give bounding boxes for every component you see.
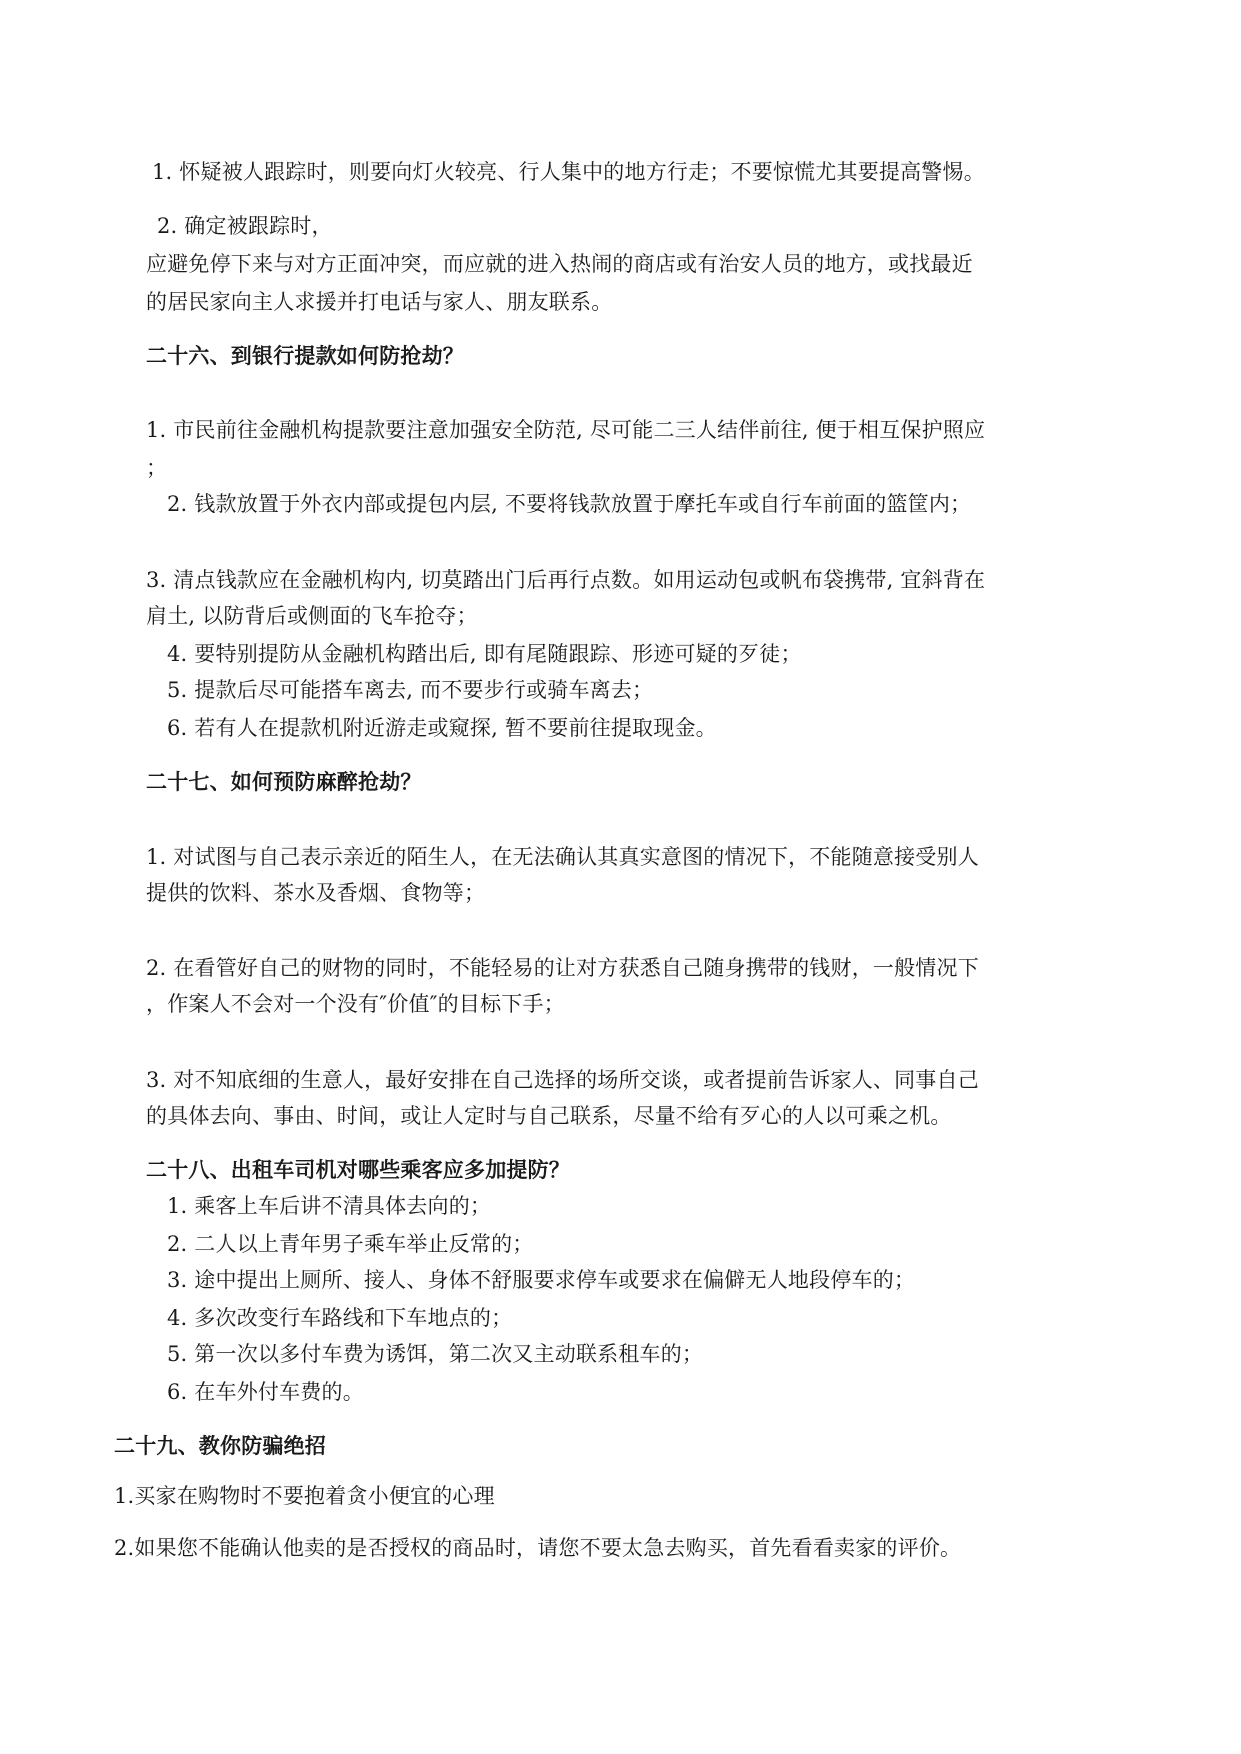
paragraph-line: 1. 市民前往金融机构提款要注意加强安全防范, 尽可能二三人结伴前往, 便于相互保护照应 <box>146 418 986 442</box>
paragraph-line: ，作案人不会对一个没有″价值″的目标下手； <box>146 992 565 1016</box>
paragraph-line: ； <box>146 456 168 480</box>
section-heading: 二十九、教你防骗绝招 <box>114 1434 326 1458</box>
paragraph-line: 1.买家在购物时不要抱着贪小便宜的心理 <box>114 1484 495 1508</box>
list-item: 4. 多次改变行车路线和下车地点的； <box>167 1306 513 1330</box>
paragraph-line: 肩土, 以防背后或侧面的飞车抢夺； <box>146 604 478 628</box>
paragraph-line: 3. 清点钱款应在金融机构内, 切莫踏出门后再行点数。如用运动包或帆布袋携带, 宜斜背在 <box>146 568 986 592</box>
paragraph-line: 1. 怀疑被人跟踪时，则要向灯火较亮、行人集中的地方行走；不要惊慌尤其要提高警惕。 <box>152 160 985 184</box>
list-item: 1. 乘客上车后讲不清具体去向的； <box>167 1194 492 1218</box>
paragraph-line: 2. 确定被跟踪时， <box>157 214 333 238</box>
paragraph-line: 的居民家向主人求援并打电话与家人、朋友联系。 <box>146 290 613 314</box>
paragraph-line: 应避免停下来与对方正面冲突，而应就的进入热闹的商店或有治安人员的地方，或找最近 <box>146 252 973 276</box>
section-heading: 二十七、如何预防麻醉抢劫？ <box>146 770 422 794</box>
section-heading: 二十八、出租车司机对哪些乘客应多加提防？ <box>146 1158 570 1182</box>
paragraph-line: 2.如果您不能确认他卖的是否授权的商品时，请您不要太急去购买，首先看看卖家的评价。 <box>114 1536 962 1560</box>
list-item: 2. 二人以上青年男子乘车举止反常的； <box>167 1232 534 1256</box>
paragraph-line: 提供的饮料、茶水及香烟、食物等； <box>146 881 486 905</box>
paragraph-line: 2. 在看管好自己的财物的同时，不能轻易的让对方获悉自己随身携带的钱财，一般情况下 <box>146 956 979 980</box>
paragraph-line: 5. 提款后尽可能搭车离去, 而不要步行或骑车离去； <box>167 678 654 702</box>
list-item: 5. 第一次以多付车费为诱饵，第二次又主动联系租车的； <box>167 1342 704 1366</box>
paragraph-line: 的具体去向、事由、时间，或让人定时与自己联系，尽量不给有歹心的人以可乘之机。 <box>146 1104 952 1128</box>
paragraph-line: 1. 对试图与自己表示亲近的陌生人，在无法确认其真实意图的情况下，不能随意接受别人 <box>146 845 979 869</box>
list-item: 3. 途中提出上厕所、接人、身体不舒服要求停车或要求在偏僻无人地段停车的； <box>167 1268 916 1292</box>
paragraph-line: 2. 钱款放置于外衣内部或提包内层, 不要将钱款放置于摩托车或自行车前面的篮筐内； <box>167 492 972 516</box>
paragraph-line: 3. 对不知底细的生意人，最好安排在自己选择的场所交谈，或者提前告诉家人、同事自己 <box>146 1068 979 1092</box>
section-heading: 二十六、到银行提款如何防抢劫？ <box>146 344 464 368</box>
paragraph-line: 4. 要特别提防从金融机构踏出后, 即有尾随跟踪、形迹可疑的歹徒； <box>167 642 802 666</box>
paragraph-line: 6. 若有人在提款机附近游走或窥探, 暂不要前往提取现金。 <box>167 716 717 740</box>
list-item: 6. 在车外付车费的。 <box>167 1380 364 1404</box>
